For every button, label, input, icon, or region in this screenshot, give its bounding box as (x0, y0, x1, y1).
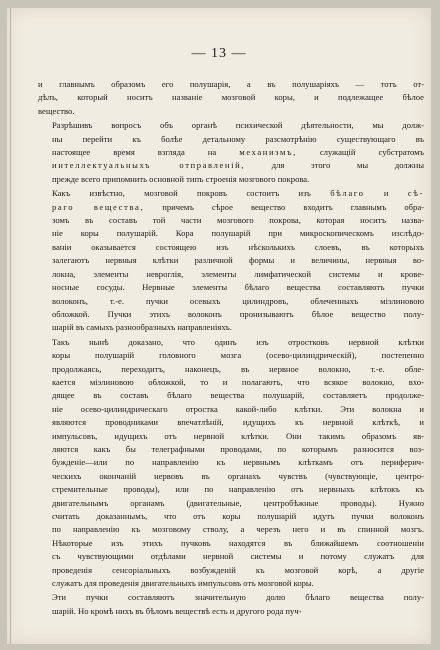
text-line (38, 349, 424, 362)
text-line (38, 550, 424, 563)
text-line (38, 241, 424, 254)
text-line (38, 146, 424, 159)
text-run: шарій. Но кромѣ нихъ въ бѣломъ веществѣ есть и другого рода пуч- (52, 605, 302, 616)
spaced-emphasis-text: механизмъ, (239, 147, 297, 158)
text-run: служащій субстратомъ (296, 147, 424, 158)
text-line (38, 254, 424, 267)
text-line (38, 456, 424, 469)
text-run: по направленію къ мозговому стволу, а черезъ него и въ спинной мозгъ. (52, 524, 424, 535)
text-line (38, 187, 424, 200)
text-run: дѣлъ, который носитъ названіе мозговой коры, и подлежащее бѣлое (38, 92, 424, 103)
text-run: и (364, 188, 408, 199)
spaced-emphasis-text: сѣ- (407, 188, 424, 199)
text-line (38, 577, 424, 590)
text-line (38, 483, 424, 496)
text-line (38, 591, 424, 604)
spaced-emphasis-text: интеллектуальныхъ отправленій, (52, 160, 246, 171)
paragraph (38, 591, 424, 618)
text-run: вещество. (38, 105, 75, 116)
text-line (38, 403, 424, 416)
text-line (38, 321, 424, 334)
text-run: являются проводниками впечатлѣній, идущихъ къ нервной клѣткѣ, и (52, 417, 424, 428)
text-run: ніе коры полушарій. Кора полушарій при микроскопическомъ изслѣдо- (52, 228, 424, 239)
text-line (38, 336, 424, 349)
text-run: бужденіе—или по направленію къ нервнымъ клѣткамъ отъ периферич- (52, 457, 424, 468)
text-line (38, 133, 424, 146)
text-run: ваніи оказывается состоящею изъ нѣсколькихъ слоевъ, въ которыхъ (52, 241, 424, 252)
text-run: ляются какъ бы телеграфными проводами, по которымъ разносится воз- (52, 443, 424, 454)
page-text (38, 78, 424, 618)
spaced-emphasis-text: раго вещества, (52, 201, 145, 212)
text-run: волоконъ, т.-е. пучки осевыхъ цилиндровъ, облеченныхъ міэлиновою (52, 295, 424, 306)
text-run: настоящее время взгляда на (52, 147, 240, 158)
paragraph (38, 336, 424, 591)
text-run: продолжаясь, переходитъ, наконецъ, въ нервное волокно, т.-е. обле- (52, 363, 424, 374)
paragraph (38, 187, 424, 334)
text-run: локна, элементы невроглія, элементы лимфатической системы и крове- (52, 268, 424, 279)
text-run: кается міэлиновою обложкой, то и полагаютъ, что всякое волокно, вхо- (52, 376, 424, 387)
text-run: для этого мы должны (245, 160, 424, 171)
text-line (38, 416, 424, 429)
text-line (38, 119, 424, 132)
text-run: носные сосуды. Нервные элементы бѣлаго вещества составляютъ пучки (52, 282, 424, 293)
text-run: и главнымъ образомъ его полушарія, а въ полушаріяхъ — тотъ от- (38, 79, 424, 89)
text-run: проведенія сенсоріальныхъ возбужденій къ мозговой корѣ, а другіе (52, 564, 424, 575)
text-run: ны перейти къ болѣе детальному разсмотрѣнію существующаго въ (52, 133, 424, 144)
text-line (38, 605, 424, 618)
page-number: — 13 — (191, 46, 247, 61)
text-run: Эти пучки составляютъ значительную долю бѣлаго вещества полу- (52, 592, 424, 603)
paragraph (38, 119, 424, 186)
text-run: прежде всего припомнить основной типъ строенія мозгового покрова. (52, 173, 310, 184)
text-line (38, 363, 424, 376)
text-run: зомъ въ составъ той части мозгового покрова, которая носитъ назва- (52, 215, 424, 226)
text-run: коры полушарій головного мозга (осево-цилиндрическій), постепенно (52, 350, 424, 361)
text-line (38, 173, 424, 186)
text-run: служатъ для проведенія двигательныхъ импульсовъ отъ мозговой коры. (52, 578, 314, 589)
text-run: импульсовъ, идущихъ отъ нервной клѣтки. Они такимъ образомъ яв- (52, 430, 424, 441)
text-line (38, 227, 424, 240)
text-line (38, 537, 424, 550)
text-line (38, 497, 424, 510)
text-run: съ чувствующими отдѣлами нервной системы и потому служатъ для (52, 551, 424, 562)
text-line (38, 523, 424, 536)
text-run: ческихъ окончаній нервовъ въ органахъ чувствъ (чувствующіе, центро- (52, 470, 424, 481)
text-line (38, 78, 424, 91)
paragraph (38, 78, 424, 118)
text-line (38, 201, 424, 214)
text-line (38, 214, 424, 227)
text-line (38, 389, 424, 402)
book-page (7, 8, 431, 644)
text-line (38, 295, 424, 308)
text-line (38, 470, 424, 483)
text-line (38, 105, 424, 118)
text-run: Нѣкоторые изъ этихъ пучковъ находятся въ ближайшемъ соотношеніи (52, 537, 424, 548)
text-line (38, 308, 424, 321)
spaced-emphasis-text: бѣлаго (330, 188, 365, 199)
text-run: считать доказаннымъ, что отъ коры полушарій идутъ пучки волоконъ (52, 511, 424, 521)
text-run: дящее въ составъ бѣлаго вещества полушарій, составляетъ продолже- (52, 390, 424, 401)
text-run: шарій въ самыхъ разнообразныхъ направленіяхъ. (52, 322, 232, 333)
text-run: ніе осево-цилиндрическаго отростка какой-либо клѣтки. Эти волокна и (52, 403, 424, 414)
text-run: двигательнымъ органамъ (двигательные, центробѣжные проводы). Нужно (52, 497, 424, 508)
text-run: Такъ нынѣ доказано, что одинъ изъ отростковъ нервной клѣтки (52, 336, 424, 347)
text-line (38, 268, 424, 281)
text-line (38, 91, 424, 104)
text-run: обложкой. Пучки этихъ волоконъ пронизываютъ бѣлое вещество полу- (52, 308, 424, 319)
text-line (38, 443, 424, 456)
text-run: стремительные проводы), или по направленію отъ нервныхъ клѣтокъ къ (52, 484, 424, 495)
text-line (38, 430, 424, 443)
text-run: Разрѣшивъ вопросъ объ органѣ психической дѣятельности, мы долж- (52, 120, 424, 131)
text-line (38, 376, 424, 389)
text-run: Какъ извѣстно, мозговой покровъ состоитъ изъ (52, 188, 331, 199)
text-line (38, 510, 424, 523)
text-run: причемъ сѣрое вещество входитъ главнымъ обра- (144, 201, 425, 212)
text-line (38, 281, 424, 294)
text-run: залегаютъ нервныя клѣтки различной формы и величины, нервныя во- (52, 255, 424, 266)
text-line (38, 564, 424, 577)
page-spine-edge (10, 8, 11, 644)
text-line (38, 159, 424, 172)
